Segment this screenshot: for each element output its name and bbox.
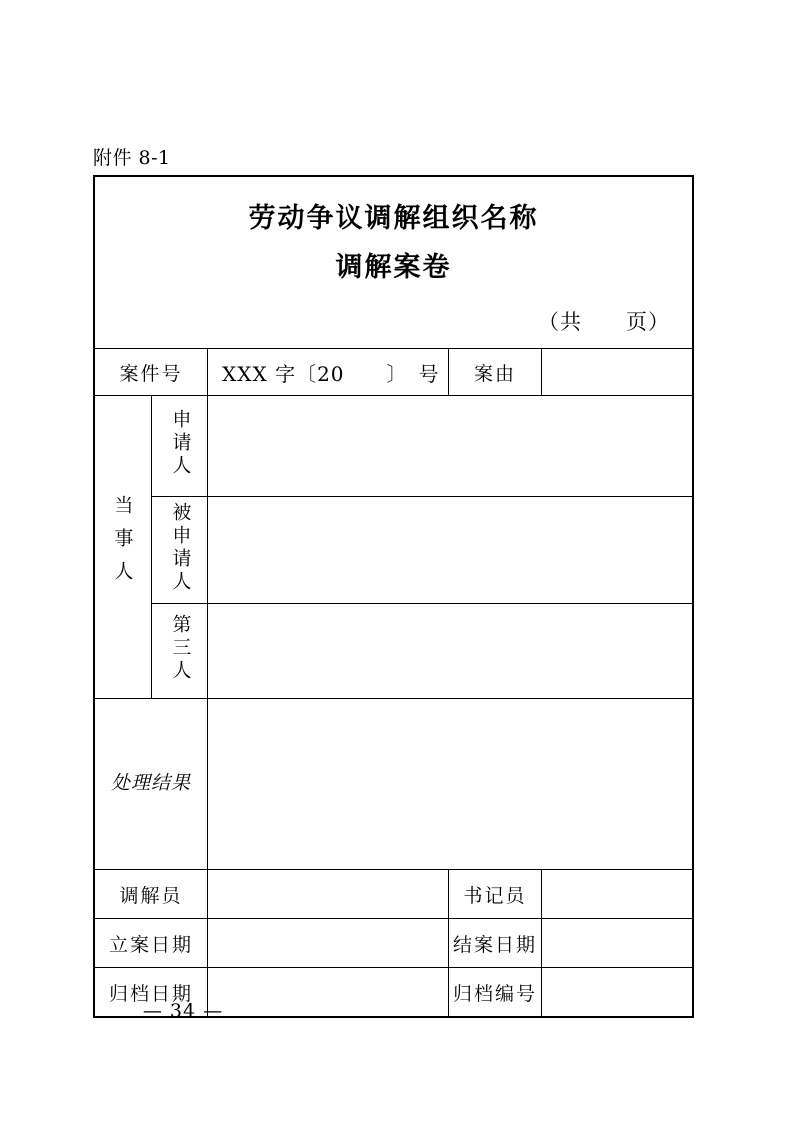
mediator-label-cell: [95, 870, 208, 919]
table-row-filing-date: [95, 919, 692, 968]
applicant-value-cell[interactable]: [208, 396, 693, 497]
table-row-third-party: [95, 604, 692, 699]
third-party-label-cell: [151, 604, 207, 699]
filing-date-label: 立案日期: [108, 933, 193, 956]
form-title-block: [95, 177, 692, 294]
closing-date-value-cell[interactable]: [542, 919, 693, 968]
mediator-label: 调解员: [119, 884, 183, 907]
respondent-label-cell: [151, 497, 207, 604]
table-row-respondent: [95, 497, 692, 604]
result-label-cell: [95, 699, 208, 870]
clerk-label: 书记员: [463, 884, 527, 907]
archive-date-label: 归档日期: [108, 982, 193, 1005]
page-number: — 34 —: [142, 1000, 224, 1022]
table-row-applicant: [95, 396, 692, 497]
third-party-value-cell[interactable]: [208, 604, 693, 699]
attachment-label: 附件 8-1: [93, 147, 171, 169]
applicant-label: 申请人: [169, 409, 192, 478]
case-cause-label-cell: [449, 349, 542, 396]
third-party-label: 第三人: [169, 614, 192, 683]
result-label: 处理结果: [110, 772, 191, 795]
form-title-casefile: 调解案卷: [335, 251, 452, 283]
case-no-value: XXX 字〔20 〕 号: [222, 361, 440, 386]
archive-no-label: 归档编号: [452, 982, 537, 1005]
closing-date-label-cell: [449, 919, 542, 968]
table-row-result: [95, 699, 692, 870]
respondent-label: 被申请人: [169, 501, 192, 594]
parties-label: 当事人: [111, 495, 134, 594]
clerk-label-cell: [449, 870, 542, 919]
case-info-table: [95, 348, 692, 1016]
closing-date-label: 结案日期: [452, 933, 537, 956]
total-pages-note: （共 页）: [538, 310, 670, 334]
archive-no-label-cell: [449, 968, 542, 1017]
filing-date-label-cell: [95, 919, 208, 968]
archive-no-value-cell[interactable]: [542, 968, 693, 1017]
filing-date-value-cell[interactable]: [208, 919, 449, 968]
form-title-organization: 劳动争议调解组织名称: [248, 203, 539, 234]
applicant-label-cell: [151, 396, 207, 497]
form-container: [93, 175, 694, 1018]
case-no-label-cell: [95, 349, 208, 396]
case-cause-label: 案由: [473, 362, 516, 385]
case-cause-value-cell[interactable]: [542, 349, 693, 396]
respondent-value-cell[interactable]: [208, 497, 693, 604]
case-no-label: 案件号: [119, 362, 183, 385]
table-row-case-no: [95, 349, 692, 396]
parties-label-cell: [95, 396, 151, 699]
table-row-mediator: [95, 870, 692, 919]
result-value-cell[interactable]: [208, 699, 693, 870]
clerk-value-cell[interactable]: [542, 870, 693, 919]
case-no-value-cell[interactable]: [208, 349, 449, 396]
mediator-value-cell[interactable]: [208, 870, 449, 919]
